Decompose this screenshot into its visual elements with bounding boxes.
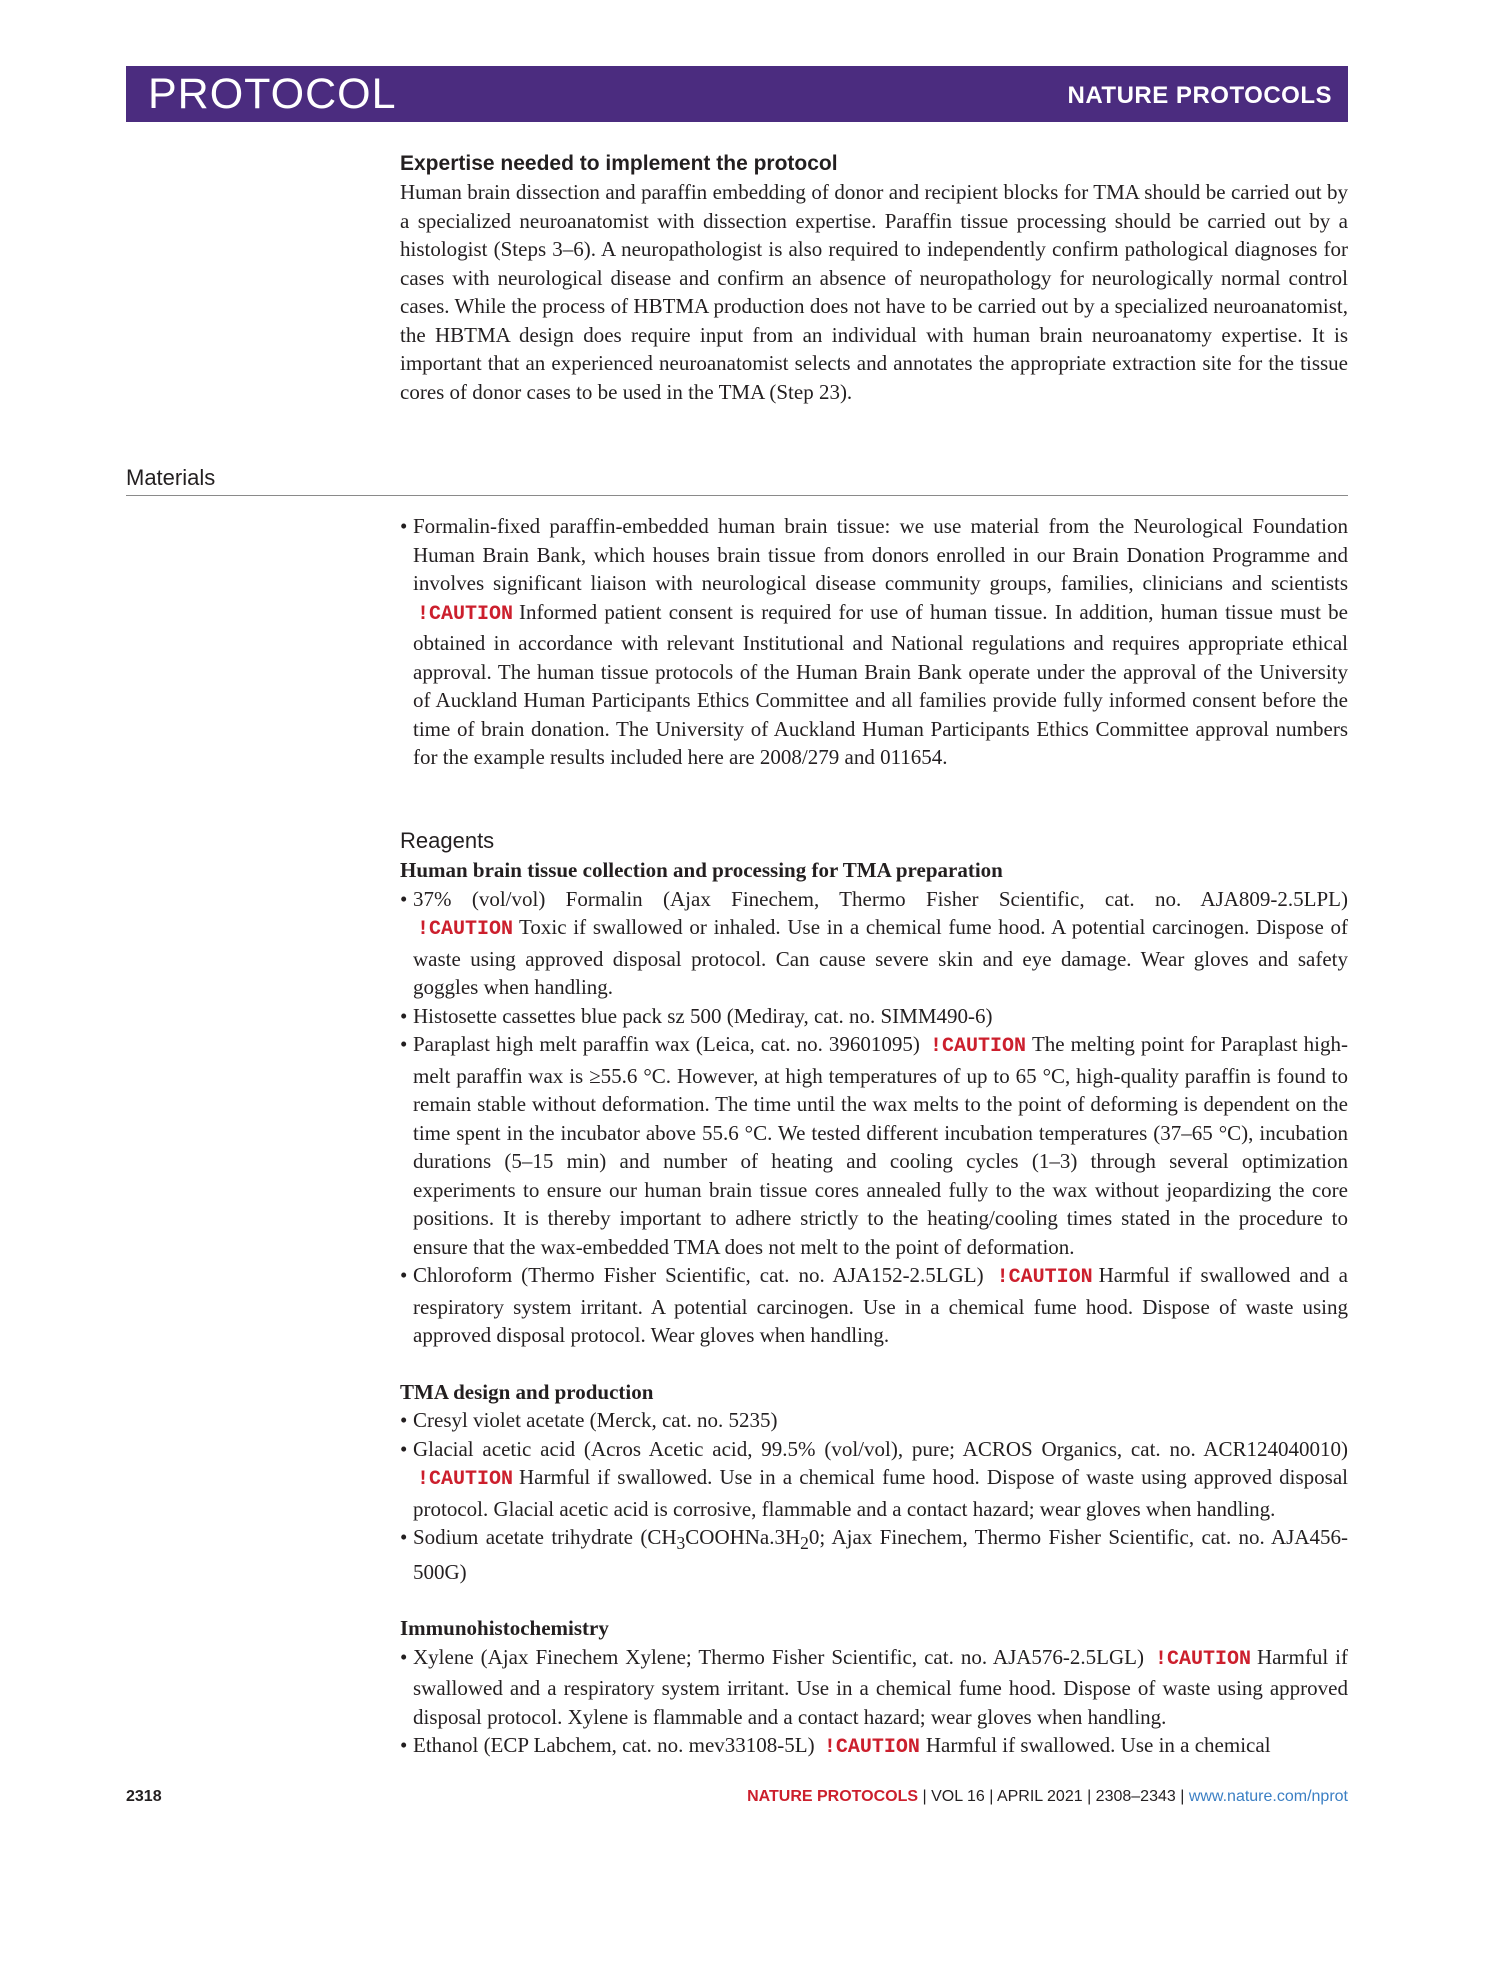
list-item: • Paraplast high melt paraffin wax (Leica, cat. no. 39601095) !CAUTION The melting point for Paraplast high-melt paraffin wax is ≥55.6 °C. However, at high temperatures of up to 65 °C, high-quality paraffin is found to remain stable without deformation. The time until the wax melts to the point of deforming is dependent on the time spent in the incubator above 55.6 °C. We tested different incubation temperatures (37–65 °C), incubation durations (5–15 min) and number of heating and cooling cycles (1–3) through several optimization experiments to ensure our human brain tissue cores annealed fully to the wax without jeopardizing the core positions. It is thereby important to adhere strictly to the heating/cooling times stated in the procedure to ensure that the wax-embedded TMA does not melt to the point of deformation. — [400, 1032, 1348, 1259]
subheading-tissue: Human brain tissue collection and processing for TMA preparation — [400, 858, 1003, 882]
caution-text: The melting point for Paraplast high-melt paraffin wax is ≥55.6 °C. However, at high temperatures of up to 65 °C, high-quality paraffin is found to remain stable without deformation. The time until the wax melts to the point of deforming is dependent on the time spent in the incubator above 55.6 °C. We tested different incubation temperatures (37–65 °C), incubation durations (5–15 min) and number of heating and cooling cycles (1–3) through several optimization experiments to ensure our human brain tissue cores annealed fully to the wax without jeopardizing the core positions. It is thereby important to adhere strictly to the heating/cooling times stated in the procedure to ensure that the wax-embedded TMA does not melt to the point of deformation. — [413, 1032, 1348, 1259]
caution-label: !CAUTION — [1155, 1647, 1252, 1671]
list-item: • Glacial acetic acid (Acros Acetic acid, 99.5% (vol/vol), pure; ACROS Organics, cat. no. ACR124040010) !CAUTION Harmful if swallowed. Use in a chemical fume hood. Dispose of waste using approved disposal protocol. Glacial acetic acid is corrosive, flammable and a contact hazard; wear gloves when handling. — [400, 1436, 1348, 1521]
item-text: Cresyl violet acetate (Merck, cat. no. 5235) — [413, 1408, 778, 1432]
caution-label: !CAUTION — [417, 918, 514, 941]
caution-text: Harmful if swallowed and a respiratory system irritant. Use in a chemical fume hood. Dispose of waste using approved disposal protocol. Xylene is flammable and a contact hazard; wear gloves when handling. — [413, 1644, 1348, 1729]
list-item: • Cresyl violet acetate (Merck, cat. no. 5235) — [400, 1408, 778, 1432]
item-text: Chloroform (Thermo Fisher Scientific, cat. no. AJA152-2.5LGL) — [413, 1263, 984, 1287]
caution-label: !CAUTION — [996, 1266, 1093, 1289]
caution-text: Harmful if swallowed. Use in a chemical — [925, 1733, 1271, 1758]
item-text: 37% (vol/vol) Formalin (Ajax Finechem, Thermo Fisher Scientific, cat. no. AJA809-2.5LPL) — [413, 886, 1348, 911]
expertise-text: Human brain dissection and paraffin embedding of donor and recipient blocks for TMA should be carried out by a specialized neuroanatomist with dissection expertise. Paraffin tissue processing should be carried out by a histologist (Steps 3–6). A neuropathologist is also required to independently confirm pathological diagnoses for cases with neurological disease and confirm an absence of neuropathology for neurologically normal control cases. While the process of HBTMA production does not have to be carried out by a specialized neuroanatomist, the HBTMA design does require input from an individual with human brain neuroanatomy expertise. It is important that an experienced neuroanatomist selects and annotates the appropriate extraction site for the tissue cores of donor cases to be used in the TMA (Step 23). — [400, 180, 1348, 404]
caution-text: Toxic if swallowed or inhaled. Use in a chemical fume hood. A potential carcinogen. Dispose of waste using approved disposal protocol. Can cause severe skin and eye damage. Wear gloves and safety goggles when handling. — [413, 915, 1348, 999]
list-item: • Chloroform (Thermo Fisher Scientific, cat. no. AJA152-2.5LGL) !CAUTION Harmful if swallowed and a respiratory system irritant. A potential carcinogen. Use in a chemical fume hood. Dispose of waste using approved disposal protocol. Wear gloves when handling. — [400, 1263, 1348, 1347]
reagents-heading: Reagents — [400, 828, 495, 853]
journal-link[interactable]: www.nature.com/nprot — [1188, 1788, 1348, 1805]
list-item: • Sodium acetate trihydrate ($CH_3COOHNa.3H_20$; Ajax Finechem, Thermo Fisher Scientific, cat. no. AJA456-500G) — [400, 1525, 1348, 1584]
subheading-tma: TMA design and production — [400, 1379, 654, 1404]
item-text: Paraplast high melt paraffin wax (Leica, cat. no. 39601095) — [413, 1032, 920, 1056]
caution-text: Harmful if swallowed. Use in a chemical fume hood. Dispose of waste using approved disposal protocol. Glacial acetic acid is corrosive, flammable and a contact hazard; wear gloves when handling. — [413, 1465, 1348, 1521]
expertise-heading: Expertise needed to implement the protocol — [400, 152, 838, 175]
reagents-section — [400, 828, 1348, 1763]
item-text: Formalin-fixed paraffin-embedded human brain tissue: we use material from the Neurological Foundation Human Brain Bank, which houses brain tissue from donors enrolled in our Brain Donation Programme and involves significant liaison with neurological disease community groups, families, clinicians and scientists — [413, 514, 1348, 595]
materials-list — [400, 512, 1348, 772]
citation: NATURE PROTOCOLS | VOL 16 | APRIL 2021 | 2308–2343 | www.nature.com/nprot — [747, 1788, 1348, 1805]
page-footer — [126, 1788, 1348, 1812]
bullet: • — [400, 514, 408, 538]
page-number: 2318 — [126, 1788, 162, 1805]
item-text: Glacial acetic acid (Acros Acetic acid, 99.5% (vol/vol), pure; ACROS Organics, cat. no. ACR124040010) — [413, 1436, 1348, 1461]
caution-text: Harmful if swallowed and a respiratory system irritant. A potential carcinogen. Use in a chemical fume hood. Dispose of waste using approved disposal protocol. Wear gloves when handling. — [413, 1263, 1348, 1347]
caution-label: !CAUTION — [823, 1736, 920, 1760]
caution-label: !CAUTION — [417, 1468, 514, 1491]
list-item — [400, 512, 1348, 772]
page-header — [126, 66, 1348, 122]
item-text: Xylene (Ajax Finechem Xylene; Thermo Fisher Scientific, cat. no. AJA576-2.5LGL) — [413, 1644, 1144, 1669]
item-text: Histosette cassettes blue pack sz 500 (Mediray, cat. no. SIMM490-6) — [413, 1003, 993, 1028]
header-section-label: PROTOCOL — [148, 70, 397, 118]
caution-text: Informed patient consent is required for use of human tissue. In addition, human tissue must be obtained in accordance with relevant Institutional and National regulations and requires appropriate ethical approval. The human tissue protocols of the Human Brain Bank operate under the approval of the University of Auckland Human Participants Ethics Committee and all families provide fully informed consent before the time of brain donation. The University of Auckland Human Participants Ethics Committee approval numbers for the example results included here are 2008/279 and 011654. — [413, 599, 1348, 769]
list-item: • 37% (vol/vol) Formalin (Ajax Finechem, Thermo Fisher Scientific, cat. no. AJA809-2.5LPL) !CAUTION Toxic if swallowed or inhaled. Use in a chemical fume hood. A potential carcinogen. Dispose of waste using approved disposal protocol. Can cause severe skin and eye damage. Wear gloves and safety goggles when handling. — [400, 886, 1348, 999]
caution-label: !CAUTION — [417, 602, 514, 626]
materials-label: Materials — [126, 465, 216, 490]
list-item: • Ethanol (ECP Labchem, cat. no. mev33108-5L) !CAUTION Harmful if swallowed. Use in a chemical — [400, 1733, 1271, 1760]
subheading-ihc: Immunohistochemistry — [400, 1616, 609, 1641]
caution-label: !CAUTION — [929, 1035, 1026, 1058]
header-journal-name: NATURE PROTOCOLS — [1067, 82, 1332, 109]
list-item: • Histosette cassettes blue pack sz 500 (Mediray, cat. no. SIMM490-6) — [400, 1003, 993, 1028]
section-divider — [126, 495, 1348, 496]
list-item: • Xylene (Ajax Finechem Xylene; Thermo Fisher Scientific, cat. no. AJA576-2.5LGL) !CAUTION Harmful if swallowed and a respiratory system irritant. Use in a chemical fume hood. Dispose of waste using approved disposal protocol. Xylene is flammable and a contact hazard; wear gloves when handling. — [400, 1644, 1348, 1729]
expertise-section — [400, 152, 1348, 406]
item-text: Ethanol (ECP Labchem, cat. no. mev33108-5L) — [413, 1733, 815, 1758]
